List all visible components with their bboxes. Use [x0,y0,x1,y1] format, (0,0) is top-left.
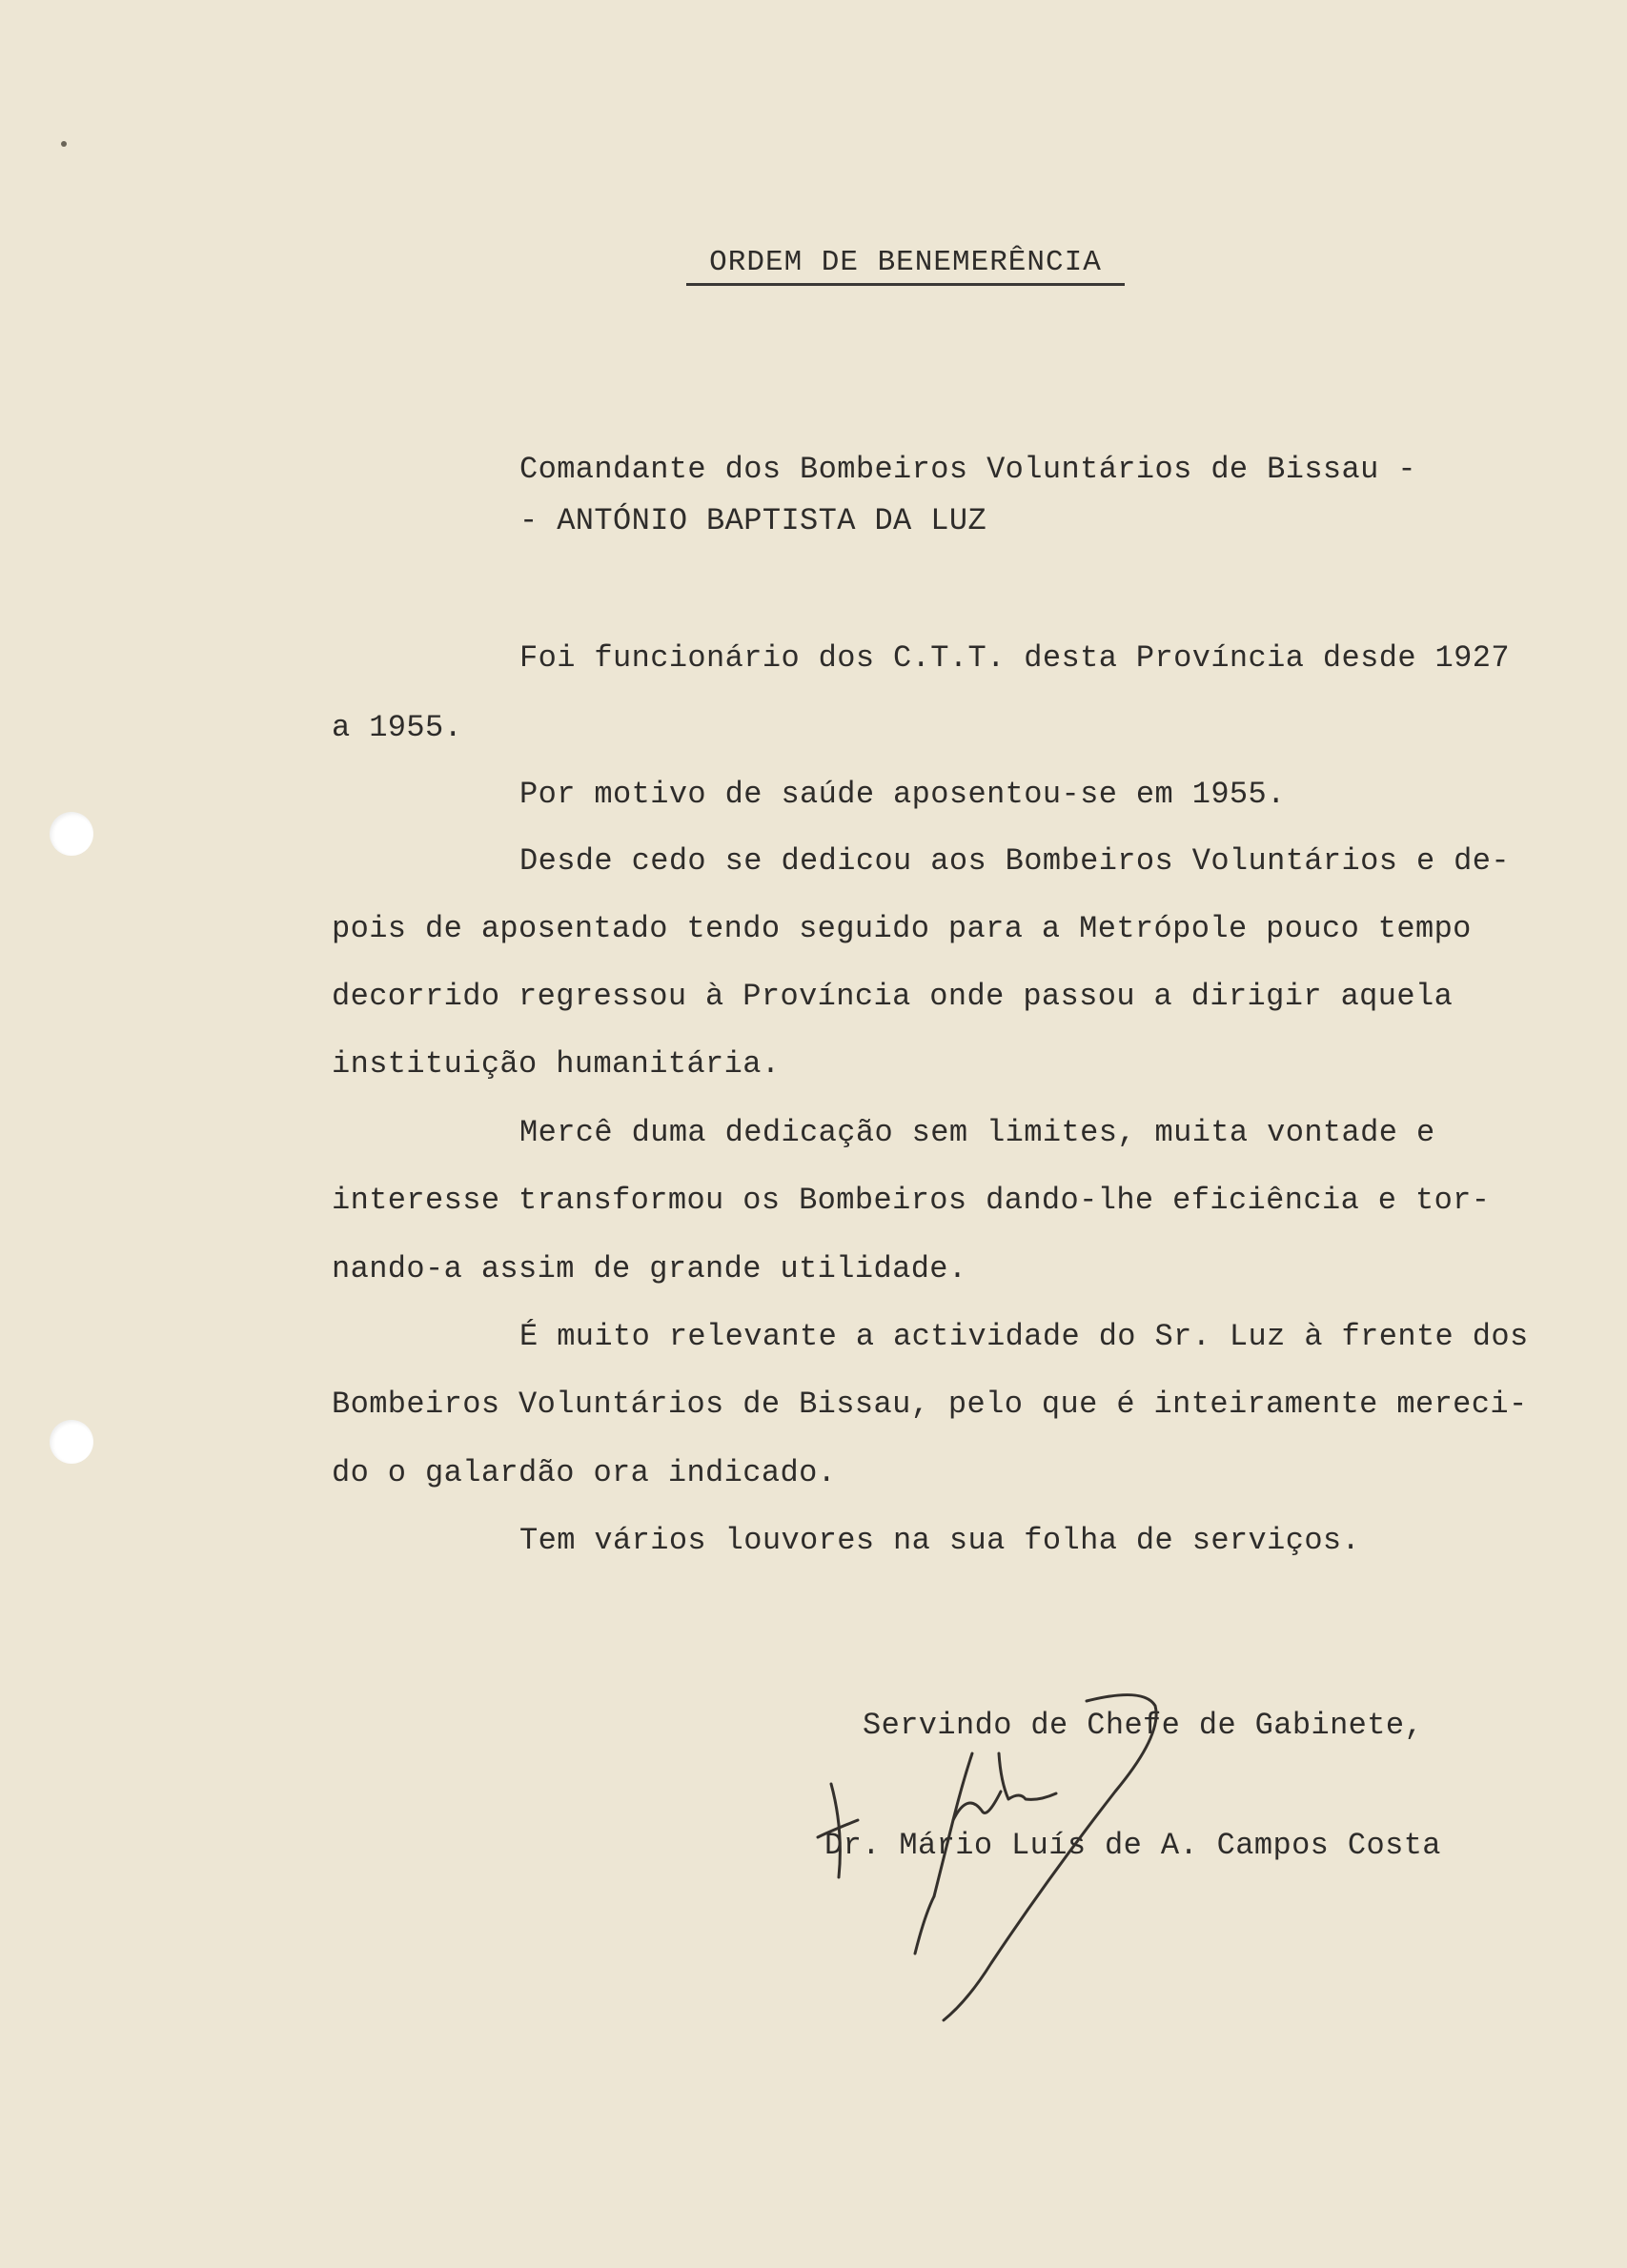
body-line: a 1955. [332,710,463,745]
signatory-role: Servindo de Chefe de Gabinete, [863,1708,1424,1743]
paper-speck [61,141,67,147]
body-line: instituição humanitária. [332,1046,781,1082]
body-line: interesse transformou os Bombeiros dando-lhe eficiência e tor- [332,1183,1491,1218]
body-line: Tem vários louvores na sua folha de serviços. [519,1523,1361,1558]
document-title: ORDEM DE BENEMERÊNCIA [686,246,1125,286]
body-line: Desde cedo se dedicou aos Bombeiros Voluntários e de- [519,843,1510,879]
body-line: do o galardão ora indicado. [332,1455,837,1490]
heading-line-2: - ANTÓNIO BAPTISTA DA LUZ [519,503,987,538]
punch-hole-bottom [50,1420,93,1464]
body-line: pois de aposentado tendo seguido para a Metrópole pouco tempo [332,911,1472,946]
handwritten-signature [801,1677,1373,2030]
body-line: É muito relevante a actividade do Sr. Luz à frente dos [519,1319,1529,1354]
body-line: nando-a assim de grande utilidade. [332,1251,967,1286]
body-line: Bombeiros Voluntários de Bissau, pelo que é inteiramente mereci- [332,1387,1528,1422]
body-line: Mercê duma dedicação sem limites, muita vontade e [519,1115,1435,1150]
punch-hole-top [50,812,93,856]
body-line: decorrido regressou à Província onde passou a dirigir aquela [332,979,1454,1014]
body-line: Por motivo de saúde aposentou-se em 1955. [519,777,1286,812]
body-line: Foi funcionário dos C.T.T. desta Província desde 1927 [519,640,1510,676]
heading-line-1: Comandante dos Bombeiros Voluntários de Bissau - [519,452,1416,487]
signatory-name: Dr. Mário Luís de A. Campos Costa [824,1828,1441,1863]
